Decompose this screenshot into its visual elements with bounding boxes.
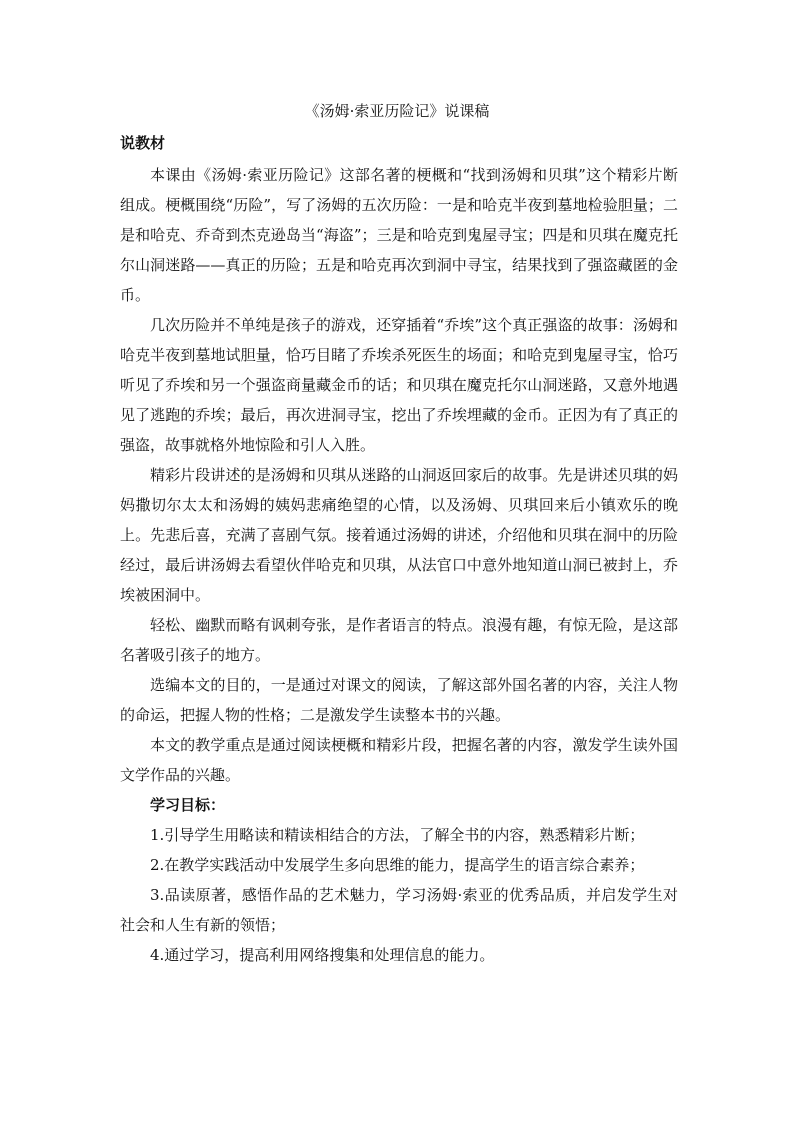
document-title: 《汤姆·索亚历险记》说课稿 bbox=[304, 102, 490, 120]
paragraph: 几次历险并不单纯是孩子的游戏，还穿插着“乔埃”这个真正强盗的故事：汤姆和哈克半夜到墓地试胆量，恰巧目睹了乔埃杀死医生的场面；和哈克到鬼屋寻宝，恰巧听见了乔埃和另一个强盗商量藏金币的话；和贝琪在魔克托尔山洞迷路，又意外地遇见了逃跑的乔埃；最后，再次进洞寻宝，挖出了乔埃埋藏的金币。正因为有了真正的强盗，故事就格外地惊险和引人入胜。 bbox=[120, 316, 678, 454]
paragraph: 本课由《汤姆·索亚历险记》这部名著的梗概和“找到汤姆和贝琪”这个精彩片断组成。梗概围绕“历险”，写了汤姆的五次历险：一是和哈克半夜到墓地检验胆量；二是和哈克、乔奇到杰克逊岛当“海盗”；三是和哈克到鬼屋寻宝；四是和贝琪在魔克托尔山洞迷路——真正的历险；五是和哈克再次到洞中寻宝，结果找到了强盗藏匿的金币。 bbox=[120, 166, 678, 304]
paragraph: 选编本文的目的，一是通过对课文的阅读，了解这部外国名著的内容，关注人物的命运，把握人物的性格；二是激发学生读整本书的兴趣。 bbox=[120, 676, 678, 724]
document-body bbox=[120, 160, 678, 970]
paragraph: 轻松、幽默而略有讽刺夸张，是作者语言的特点。浪漫有趣，有惊无险，是这部名著吸引孩子的地方。 bbox=[120, 616, 678, 664]
paragraph: 精彩片段讲述的是汤姆和贝琪从迷路的山洞返回家后的故事。先是讲述贝琪的妈妈撒切尔太太和汤姆的姨妈悲痛绝望的心情，以及汤姆、贝琪回来后小镇欢乐的晚上。先悲后喜，充满了喜剧气氛。接着通过汤姆的讲述，介绍他和贝琪在洞中的历险经过，最后讲汤姆去看望伙伴哈克和贝琪，从法官口中意外地知道山洞已被封上，乔埃被困洞中。 bbox=[120, 466, 678, 604]
goal-item: 4.通过学习，提高利用网络搜集和处理信息的能力。 bbox=[150, 946, 495, 964]
goal-item: 1.引导学生用略读和精读相结合的方法，了解全书的内容，熟悉精彩片断； bbox=[150, 826, 645, 844]
section-heading: 说教材 bbox=[120, 134, 166, 152]
paragraph: 本文的教学重点是通过阅读梗概和精彩片段，把握名著的内容，激发学生读外国文学作品的兴趣。 bbox=[120, 736, 678, 784]
goal-item: 2.在教学实践活动中发展学生多向思维的能力，提高学生的语言综合素养； bbox=[150, 856, 645, 874]
goal-item: 3.品读原著，感悟作品的艺术魅力，学习汤姆·索亚的优秀品质，并启发学生对社会和人生有新的领悟； bbox=[120, 886, 678, 934]
goals-heading: 学习目标： bbox=[150, 796, 226, 814]
